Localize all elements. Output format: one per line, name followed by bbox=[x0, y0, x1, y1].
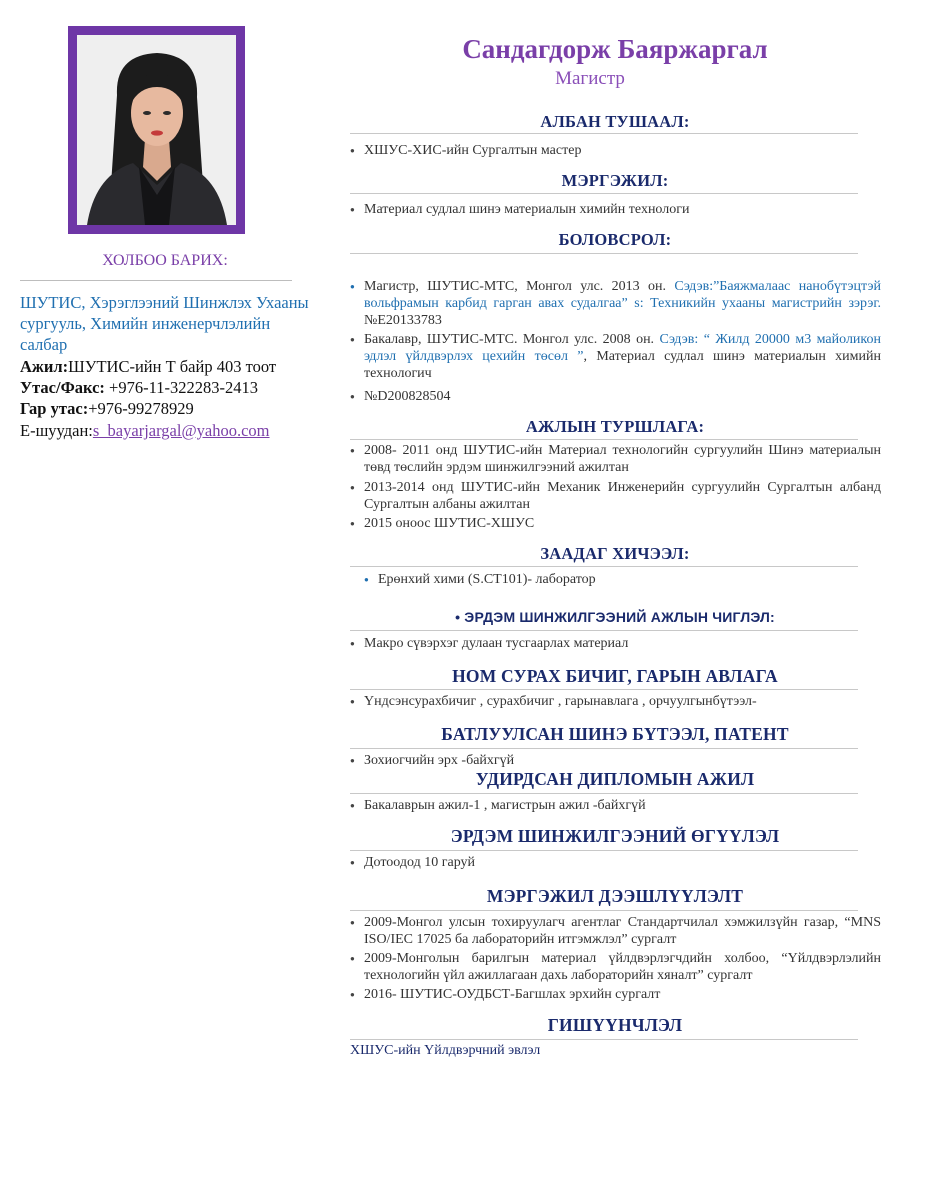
portrait-image bbox=[77, 35, 236, 225]
section-title-patents: БАТЛУУЛСАН ШИНЭ БҮТЭЭЛ, ПАТЕНТ bbox=[441, 724, 789, 744]
section-divider bbox=[350, 850, 858, 851]
contact-divider bbox=[20, 280, 292, 281]
section-divider bbox=[350, 253, 858, 254]
contact-phone bbox=[20, 377, 320, 398]
section-divider bbox=[350, 910, 858, 911]
section-divider bbox=[350, 689, 858, 690]
mobile-value: +976-99278929 bbox=[88, 399, 194, 418]
education-master-number: №E20133783 bbox=[364, 313, 442, 328]
list-item: ● Материал судлал шинэ материалын химийн технологи bbox=[350, 201, 881, 218]
section-divider bbox=[350, 566, 858, 567]
list-item: ● Дотоодод 10 гаруй bbox=[350, 854, 881, 871]
section-title-training: МЭРГЭЖИЛ ДЭЭШЛҮҮЛЭЛТ bbox=[486, 886, 744, 906]
contact-organization: ШУТИС, Хэрэглээний Шинжлэх Ухааны сургууль, Химийн инженерчлэлийн салбар bbox=[20, 293, 309, 354]
list-item-education-master bbox=[350, 278, 881, 329]
section-divider bbox=[350, 793, 858, 794]
membership-text: ХШУС-ийн Үйлдвэрчний эвлэл bbox=[350, 1043, 541, 1058]
list-item: ● 2009-Монгол улсын тохируулагч агентлаг Стандартчилал хэмжилзүйн газар, “MNS ISO/IEC 17025 ба лабораторийн итгэмжлэл” сургалт bbox=[350, 914, 881, 948]
person-degree: Магистр bbox=[555, 68, 625, 89]
section-title-theses: УДИРДСАН ДИПЛОМЫН АЖИЛ bbox=[475, 769, 755, 789]
section-title-profession: МЭРГЭЖИЛ: bbox=[561, 171, 669, 190]
list-item: ● 2016- ШУТИС-ОУДБСТ-Багшлах эрхийн сургалт bbox=[350, 986, 881, 1003]
list-item-education-number: ● №D200828504 bbox=[350, 388, 881, 405]
section-title-papers: ЭРДЭМ ШИНЖИЛГЭЭНИЙ ӨГҮҮЛЭЛ bbox=[450, 826, 780, 846]
education-bachelor-tail: , Материал судлал шинэ материалын химийн технологич bbox=[364, 349, 881, 381]
list-item: ● 2015 оноос ШУТИС-ХШУС bbox=[350, 515, 881, 532]
section-divider bbox=[350, 133, 858, 134]
phone-label: Утас/Факс: bbox=[20, 378, 105, 397]
contact-email bbox=[20, 420, 320, 441]
section-divider bbox=[350, 630, 858, 631]
work-value: ШУТИС-ийн Т байр 403 тоот bbox=[68, 357, 277, 376]
education-bachelor-text: Бакалавр, ШУТИС-МТС. Монгол улс. 2008 он. bbox=[364, 332, 660, 347]
list-item: ● Бакалаврын ажил-1 , магистрын ажил -байхгүй bbox=[350, 797, 881, 814]
mobile-label: Гар утас: bbox=[20, 399, 89, 418]
section-divider bbox=[350, 193, 858, 194]
list-item: ● Макро сүвэрхэг дулаан тусгаарлах материал bbox=[350, 635, 881, 652]
list-item: ● ХШУС-ХИС-ийн Сургалтын мастер bbox=[350, 142, 881, 159]
contact-mobile bbox=[20, 398, 320, 419]
section-title-position: АЛБАН ТУШААЛ: bbox=[540, 112, 690, 131]
list-item: ● 2008- 2011 онд ШУТИС-ийн Материал технологийн сургуулийн Шинэ материалын төвд төслийн эрдэм шинжилгээний ажилтан bbox=[350, 442, 881, 476]
profile-photo bbox=[77, 35, 236, 225]
list-item: ● Зохиогчийн эрх -байхгүй bbox=[350, 752, 881, 769]
list-item: ● 2009-Монголын барилгын материал үйлдвэрлэгчдийн холбоо, “Үйлдвэрлэлийн технологийн үйл ажиллагаан дахь лабораторийн хяналт” сургалт bbox=[350, 950, 881, 984]
education-master-text: Магистр, ШУТИС-МТС, Монгол улс. 2013 он. bbox=[364, 279, 675, 294]
person-name: Сандагдорж Баяржаргал bbox=[462, 34, 768, 64]
profile-photo-frame bbox=[68, 26, 245, 234]
section-title-courses: ЗААДАГ ХИЧЭЭЛ: bbox=[540, 544, 690, 563]
contact-work bbox=[20, 356, 320, 377]
list-item: ● Ерөнхий хими (S.CT101)- лаборатор bbox=[364, 571, 864, 588]
section-divider bbox=[350, 748, 858, 749]
work-label: Ажил: bbox=[20, 357, 69, 376]
section-title-experience: АЖЛЫН ТУРШЛАГА: bbox=[525, 417, 705, 436]
education-bachelor-topic: Сэдэв: “ Жилд 20000 м3 майоликон эдлэл үйлдвэрлэх цехийн төсөл ” bbox=[364, 332, 882, 364]
education-master-topic: Сэдэв:”Баяжмалаас нанобүтэцтэй вольфрамын карбид гарган авах судалгаа” s: Техникийн ухааны магистрийн зэрэг. bbox=[364, 279, 881, 311]
section-divider bbox=[350, 1039, 858, 1040]
email-link[interactable]: s_bayarjargal@yahoo.com bbox=[92, 421, 270, 440]
list-item: ● 2013-2014 онд ШУТИС-ийн Механик Инженерийн сургуулийн Сургалтын албанд Сургалтын албаны ажилтан bbox=[350, 479, 881, 513]
section-divider bbox=[350, 439, 858, 440]
email-label: Е-шуудан: bbox=[20, 421, 93, 440]
list-item: ● Үндсэнсурахбичиг , сурахбичиг , гарынавлага , орчуулгынбүтээл- bbox=[350, 693, 881, 710]
contact-heading: ХОЛБОО БАРИХ: bbox=[102, 252, 228, 269]
section-title-education: БОЛОВСРОЛ: bbox=[558, 230, 672, 249]
phone-value: +976-11-322283-2413 bbox=[104, 378, 258, 397]
section-title-books: НОМ СУРАХ БИЧИГ, ГАРЫН АВЛАГА bbox=[452, 666, 778, 686]
list-item-education-bachelor bbox=[350, 331, 881, 382]
section-title-membership: ГИШҮҮНЧЛЭЛ bbox=[547, 1015, 683, 1035]
section-title-research-direction: • ЭРДЭМ ШИНЖИЛГЭЭНИЙ АЖЛЫН ЧИГЛЭЛ: bbox=[455, 609, 775, 625]
